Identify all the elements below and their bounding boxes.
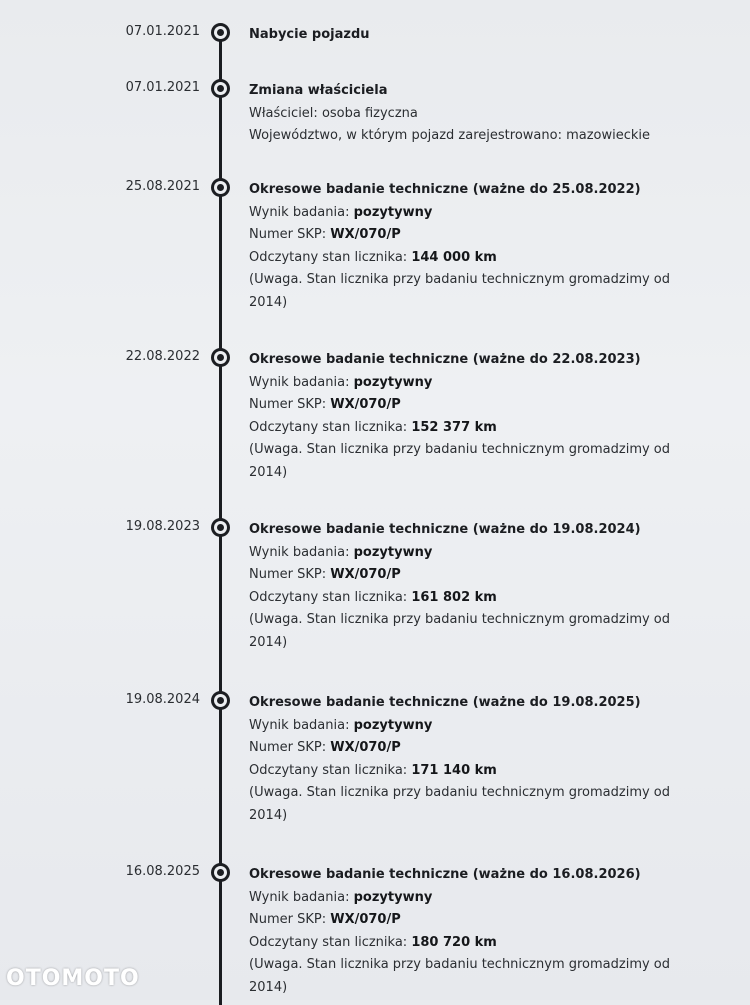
skp-value: WX/070/P (330, 397, 401, 412)
event-date: 16.08.2025 (125, 864, 200, 879)
skp-line (249, 909, 719, 932)
meter-label: Odczytany stan licznika: (249, 934, 412, 950)
event-date: 07.01.2021 (125, 24, 200, 39)
result-line (249, 542, 719, 565)
skp-label: Numer SKP: (249, 740, 331, 755)
meter-label: Odczytany stan licznika: (249, 249, 412, 265)
meter-line (249, 932, 719, 955)
note-line: (Uwaga. Stan licznika przy badaniu technicznym gromadzimy od (249, 272, 671, 287)
timeline-marker-icon (211, 518, 230, 537)
note-line: (Uwaga. Stan licznika przy badaniu technicznym gromadzimy od (249, 785, 671, 800)
event-details (249, 519, 719, 654)
event-title: Okresowe badanie techniczne (ważne do 19.08.2024) (249, 522, 641, 537)
result-value: pozytywny (353, 374, 433, 390)
skp-line (249, 737, 719, 760)
result-line (249, 715, 719, 738)
timeline-marker-icon (211, 348, 230, 367)
timeline-marker-icon (211, 178, 230, 197)
event-title: Okresowe badanie techniczne (ważne do 25.08.2022) (249, 182, 641, 197)
note-line: 2014) (249, 807, 288, 823)
event-date: 19.08.2024 (125, 692, 200, 707)
skp-value: WX/070/P (330, 740, 401, 755)
result-label: Wynik badania: (249, 717, 354, 733)
meter-label: Odczytany stan licznika: (249, 762, 412, 778)
event-details (249, 24, 719, 47)
event-title: Okresowe badanie techniczne (ważne do 22.08.2023) (249, 352, 641, 367)
skp-label: Numer SKP: (249, 227, 331, 242)
event-date: 22.08.2022 (125, 349, 200, 364)
meter-value: 144 000 km (411, 249, 497, 265)
result-value: pozytywny (353, 889, 433, 905)
skp-value: WX/070/P (330, 912, 401, 927)
skp-label: Numer SKP: (249, 912, 331, 927)
result-label: Wynik badania: (249, 544, 354, 560)
note-line: (Uwaga. Stan licznika przy badaniu technicznym gromadzimy od (249, 957, 671, 972)
meter-line (249, 587, 719, 610)
timeline-marker-icon (211, 863, 230, 882)
event-details (249, 349, 719, 484)
event-date: 25.08.2021 (125, 179, 200, 194)
result-value: pozytywny (353, 204, 433, 220)
event-title: Nabycie pojazdu (249, 27, 370, 42)
result-label: Wynik badania: (249, 374, 354, 390)
result-label: Wynik badania: (249, 204, 354, 220)
meter-value: 152 377 km (411, 419, 497, 435)
event-date: 07.01.2021 (125, 80, 200, 95)
note-line: 2014) (249, 464, 288, 480)
region-value: mazowieckie (566, 128, 651, 143)
note-line: 2014) (249, 634, 288, 650)
event-title: Okresowe badanie techniczne (ważne do 16.08.2026) (249, 867, 641, 882)
result-line (249, 887, 719, 910)
event-title: Zmiana właściciela (249, 83, 388, 98)
event-details (249, 80, 719, 148)
skp-line (249, 564, 719, 587)
skp-line (249, 224, 719, 247)
skp-value: WX/070/P (330, 567, 401, 582)
event-title: Okresowe badanie techniczne (ważne do 19.08.2025) (249, 695, 641, 710)
otomoto-watermark: OTOMOTO (6, 966, 140, 991)
owner-line (249, 103, 719, 126)
meter-label: Odczytany stan licznika: (249, 589, 412, 605)
result-label: Wynik badania: (249, 889, 354, 905)
timeline-marker-icon (211, 79, 230, 98)
region-line (249, 125, 719, 148)
meter-line (249, 760, 719, 783)
note-line: (Uwaga. Stan licznika przy badaniu technicznym gromadzimy od (249, 442, 671, 457)
meter-value: 180 720 km (411, 934, 497, 950)
skp-label: Numer SKP: (249, 397, 331, 412)
event-details (249, 692, 719, 827)
event-date: 19.08.2023 (125, 519, 200, 534)
meter-line (249, 417, 719, 440)
note-line: (Uwaga. Stan licznika przy badaniu technicznym gromadzimy od (249, 612, 671, 627)
owner-label: Właściciel: (249, 105, 322, 121)
event-details (249, 864, 719, 999)
result-value: pozytywny (353, 544, 433, 560)
meter-line (249, 247, 719, 270)
skp-value: WX/070/P (330, 227, 401, 242)
note-line: 2014) (249, 294, 288, 310)
meter-value: 161 802 km (411, 589, 497, 605)
note-line: 2014) (249, 979, 288, 995)
timeline-marker-icon (211, 691, 230, 710)
skp-line (249, 394, 719, 417)
event-details (249, 179, 719, 314)
owner-value: osoba fizyczna (321, 105, 418, 121)
result-line (249, 202, 719, 225)
skp-label: Numer SKP: (249, 567, 331, 582)
region-label: Województwo, w którym pojazd zarejestrowano: (249, 128, 567, 143)
meter-value: 171 140 km (411, 762, 497, 778)
result-value: pozytywny (353, 717, 433, 733)
result-line (249, 372, 719, 395)
meter-label: Odczytany stan licznika: (249, 419, 412, 435)
timeline-marker-icon (211, 23, 230, 42)
